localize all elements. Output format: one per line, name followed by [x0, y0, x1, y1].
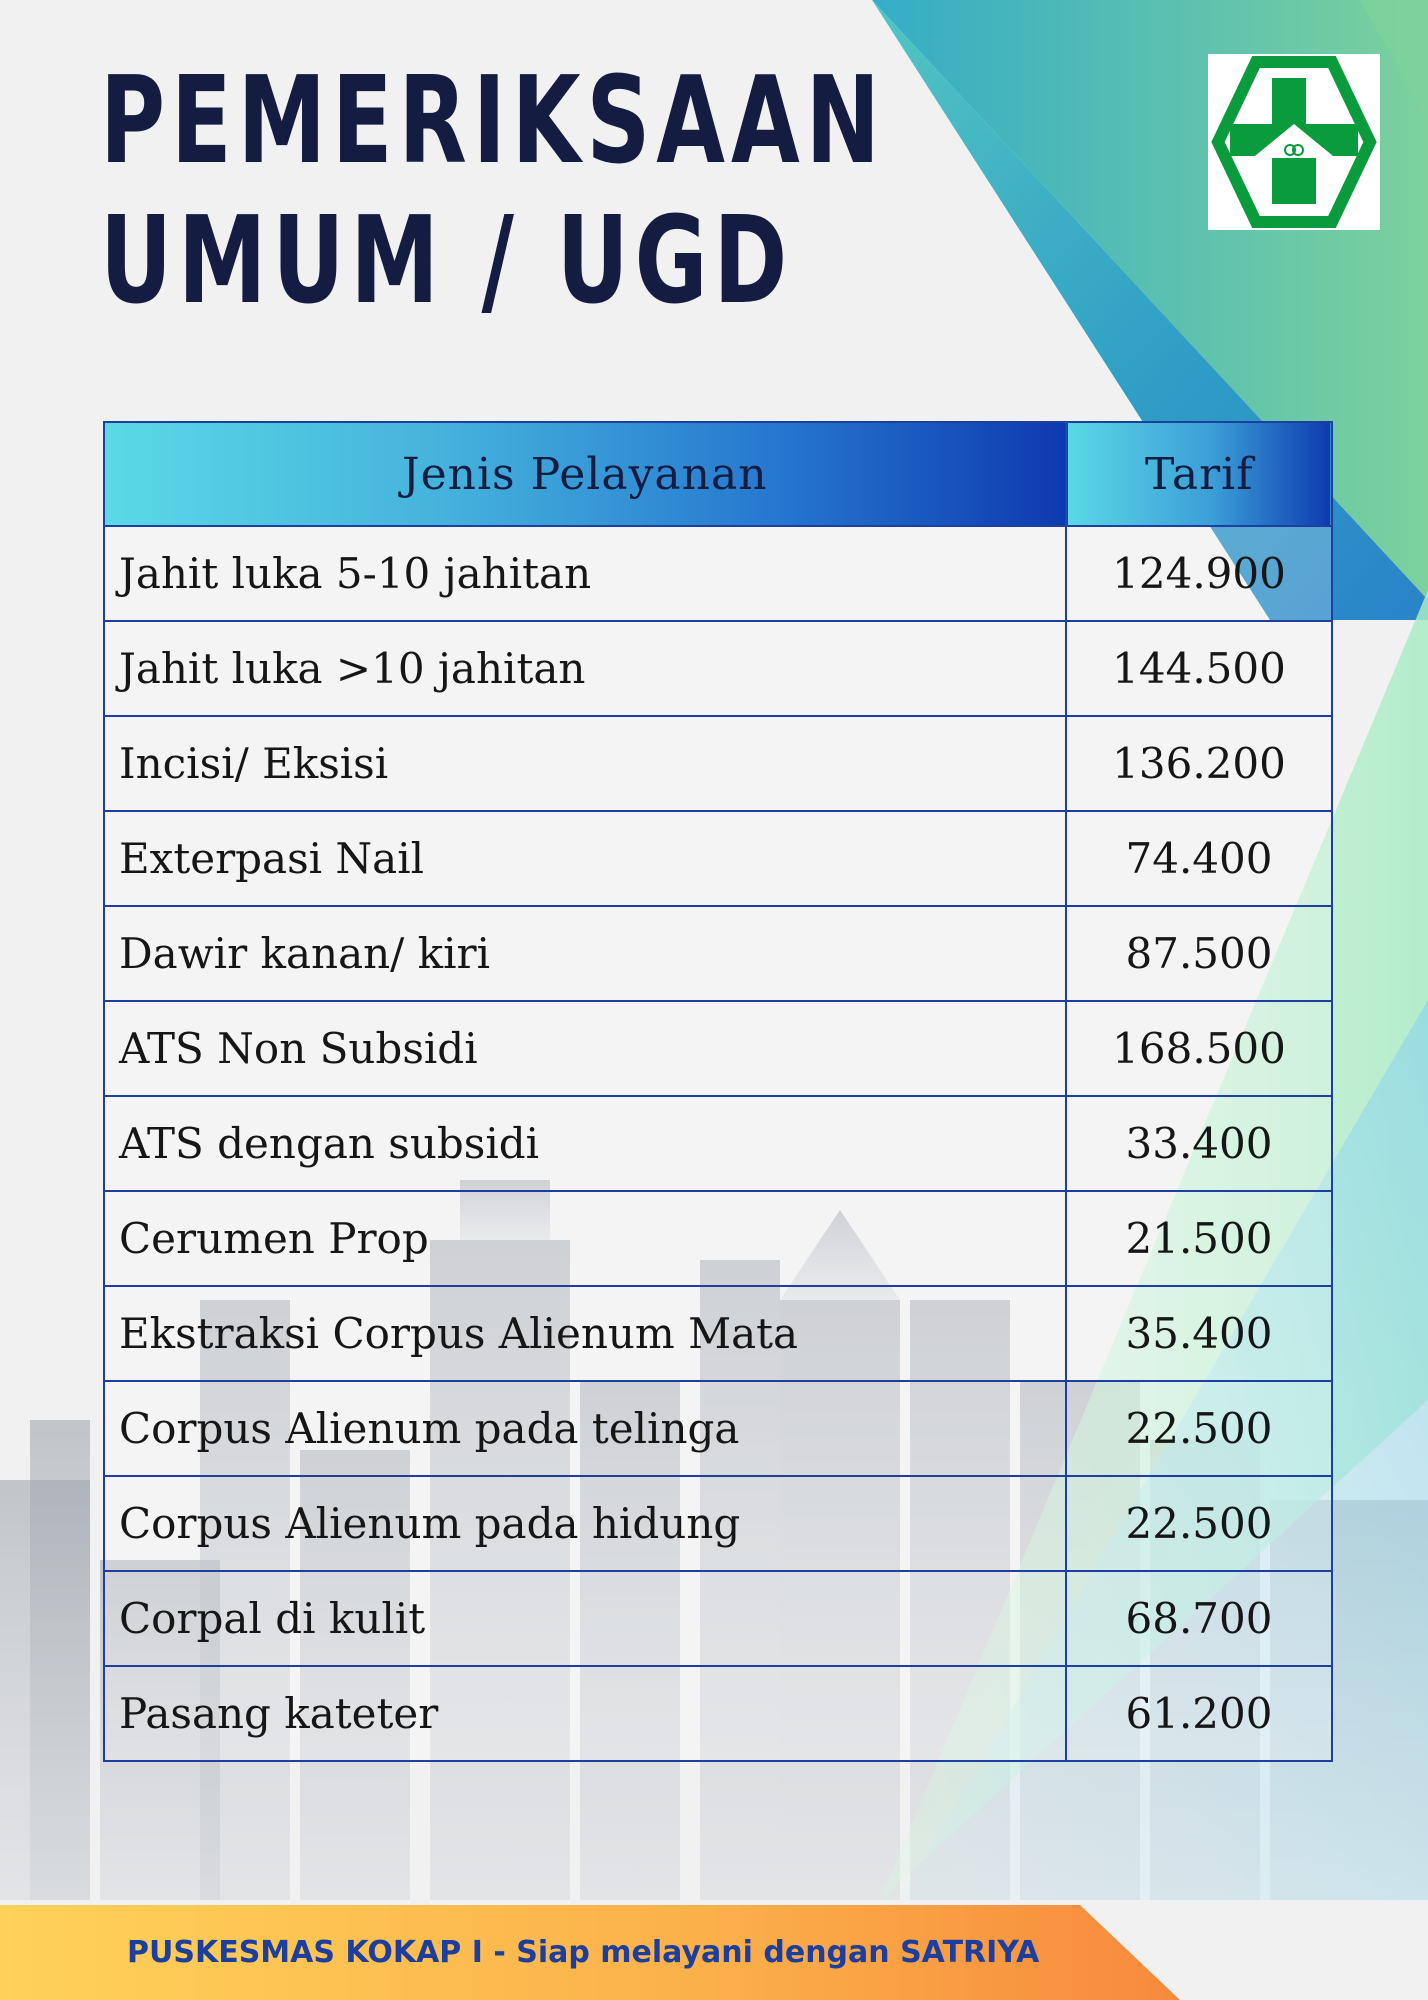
table-row	[104, 1571, 1332, 1666]
table-row	[104, 526, 1332, 621]
table-header-row	[104, 422, 1332, 526]
title-line-2: UMUM / UGD	[100, 192, 794, 331]
health-cross-logo-icon	[1208, 54, 1380, 230]
table-row	[104, 716, 1332, 811]
table-row	[104, 1096, 1332, 1191]
service-name: Exterpasi Nail	[104, 811, 1066, 906]
column-header-service: Jenis Pelayanan	[104, 422, 1066, 526]
service-tariff: 61.200	[1066, 1666, 1332, 1761]
table-row	[104, 1381, 1332, 1476]
table-row	[104, 811, 1332, 906]
service-tariff: 21.500	[1066, 1191, 1332, 1286]
table-row	[104, 906, 1332, 1001]
service-tariff: 33.400	[1066, 1096, 1332, 1191]
service-name: ATS Non Subsidi	[104, 1001, 1066, 1096]
service-name: Pasang kateter	[104, 1666, 1066, 1761]
table-row	[104, 621, 1332, 716]
service-name: Dawir kanan/ kiri	[104, 906, 1066, 1001]
service-tariff: 168.500	[1066, 1001, 1332, 1096]
table-row	[104, 1286, 1332, 1381]
service-tariff: 74.400	[1066, 811, 1332, 906]
service-tariff: 68.700	[1066, 1571, 1332, 1666]
title-line-1: PEMERIKSAAN	[100, 52, 886, 191]
service-name: Jahit luka 5-10 jahitan	[104, 526, 1066, 621]
service-tariff: 87.500	[1066, 906, 1332, 1001]
service-name: Ekstraksi Corpus Alienum Mata	[104, 1286, 1066, 1381]
service-tariff: 144.500	[1066, 621, 1332, 716]
service-name: Corpus Alienum pada telinga	[104, 1381, 1066, 1476]
page-title	[100, 52, 886, 332]
service-name: Corpal di kulit	[104, 1571, 1066, 1666]
service-name: Cerumen Prop	[104, 1191, 1066, 1286]
tariff-table	[103, 421, 1333, 1762]
service-name: Corpus Alienum pada hidung	[104, 1476, 1066, 1571]
service-tariff: 136.200	[1066, 716, 1332, 811]
service-tariff: 22.500	[1066, 1476, 1332, 1571]
footer-tagline: PUSKESMAS KOKAP I - Siap melayani dengan SATRIYA	[127, 1935, 1040, 1970]
table-row	[104, 1001, 1332, 1096]
table-row	[104, 1191, 1332, 1286]
service-name: Incisi/ Eksisi	[104, 716, 1066, 811]
service-tariff: 124.900	[1066, 526, 1332, 621]
service-name: Jahit luka >10 jahitan	[104, 621, 1066, 716]
service-tariff: 35.400	[1066, 1286, 1332, 1381]
table-row	[104, 1476, 1332, 1571]
table-row	[104, 1666, 1332, 1761]
service-tariff: 22.500	[1066, 1381, 1332, 1476]
service-name: ATS dengan subsidi	[104, 1096, 1066, 1191]
column-header-tariff: Tarif	[1066, 422, 1332, 526]
